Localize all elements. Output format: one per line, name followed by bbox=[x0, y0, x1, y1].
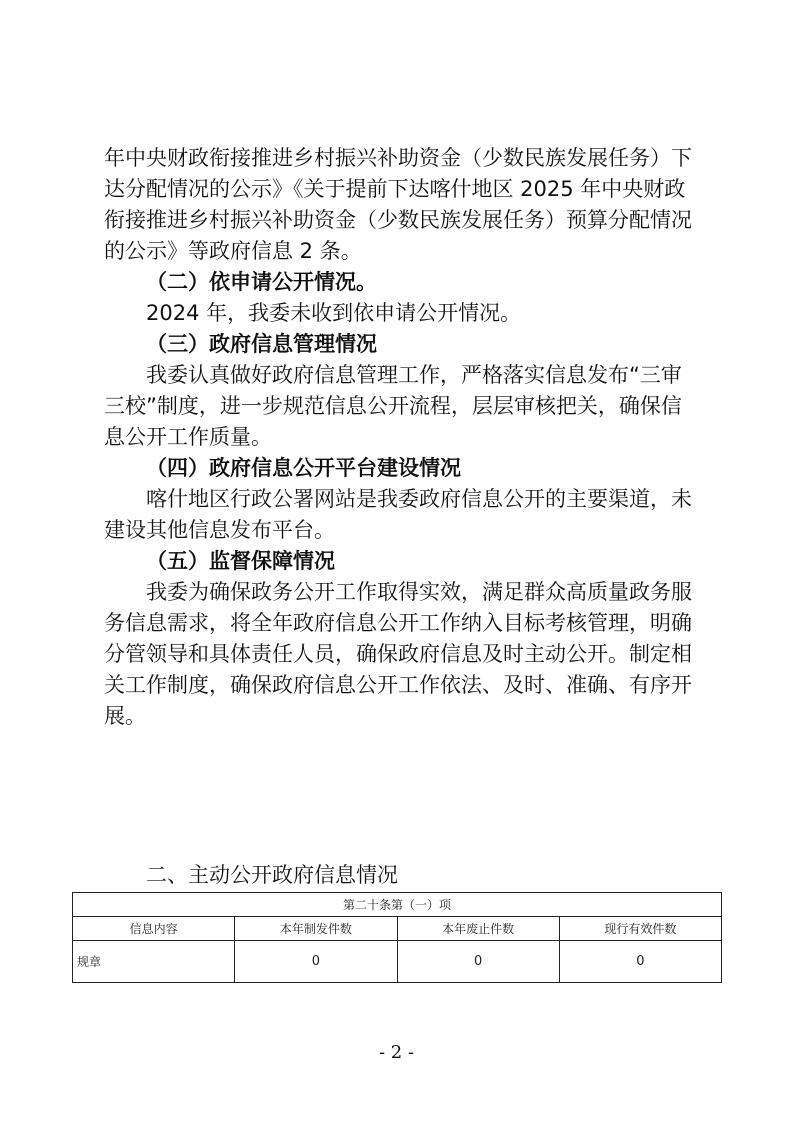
table-row bbox=[73, 941, 722, 983]
text-line: 三校”制度，进一步规范信息公开流程，层层审核把关，确保信 bbox=[104, 394, 682, 418]
section-heading-5: （五）监督保障情况 bbox=[146, 549, 335, 573]
text-line: 务信息需求，将全年政府信息公开工作纳入目标考核管理，明确 bbox=[104, 611, 692, 635]
text-line: 的公示》等政府信息 2 条。 bbox=[104, 239, 362, 263]
text-line: 我委认真做好政府信息管理工作，严格落实信息发布“三审 bbox=[146, 363, 682, 387]
text-line: 2024 年，我委未收到依申请公开情况。 bbox=[146, 301, 522, 325]
text-line: 达分配情况的公示》《关于提前下达喀什地区 2025 年中央财政 bbox=[104, 177, 686, 201]
table-header-cell: 信息内容 bbox=[73, 917, 235, 941]
text-line: 衔接推进乡村振兴补助资金（少数民族发展任务）预算分配情况 bbox=[104, 208, 692, 232]
table-header-cell: 本年制发件数 bbox=[235, 917, 397, 941]
section-paragraph-3 bbox=[104, 360, 698, 453]
text-line: 展。 bbox=[104, 704, 146, 728]
section-heading-2: （二）依申请公开情况。 bbox=[146, 270, 377, 294]
text-line: 息公开工作质量。 bbox=[104, 425, 272, 449]
table-header-cell: 本年废止件数 bbox=[397, 917, 559, 941]
text-line: 我委为确保政务公开工作取得实效，满足群众高质量政务服 bbox=[146, 580, 692, 604]
text-line: 喀什地区行政公署网站是我委政府信息公开的主要渠道，未 bbox=[146, 487, 692, 511]
table-row-label: 规章 bbox=[73, 941, 235, 983]
table-cell: 0 bbox=[235, 941, 397, 983]
table-caption-row bbox=[73, 893, 722, 917]
table-header-row bbox=[73, 917, 722, 941]
section-paragraph-5 bbox=[104, 577, 698, 732]
section-heading-4: （四）政府信息公开平台建设情况 bbox=[146, 456, 461, 480]
section-paragraph-4 bbox=[104, 484, 698, 546]
section-paragraph-2 bbox=[104, 298, 698, 329]
page-number: - 2 - bbox=[378, 1042, 415, 1063]
table-cell: 0 bbox=[559, 941, 721, 983]
table-caption: 第二十条第（一）项 bbox=[73, 893, 722, 917]
text-line: 关工作制度，确保政府信息公开工作依法、及时、准确、有序开 bbox=[104, 673, 692, 697]
table-header-cell: 现行有效件数 bbox=[559, 917, 721, 941]
continuation-paragraph bbox=[104, 143, 698, 267]
info-table bbox=[72, 892, 722, 983]
part-title: 二、主动公开政府信息情况 bbox=[146, 863, 398, 887]
text-line: 分管领导和具体责任人员，确保政府信息及时主动公开。制定相 bbox=[104, 642, 692, 666]
section-heading-3: （三）政府信息管理情况 bbox=[146, 332, 377, 356]
text-line: 建设其他信息发布平台。 bbox=[104, 518, 335, 542]
text-line: 年中央财政衔接推进乡村振兴补助资金（少数民族发展任务）下 bbox=[104, 146, 692, 170]
table-cell: 0 bbox=[397, 941, 559, 983]
body-text bbox=[104, 143, 698, 732]
